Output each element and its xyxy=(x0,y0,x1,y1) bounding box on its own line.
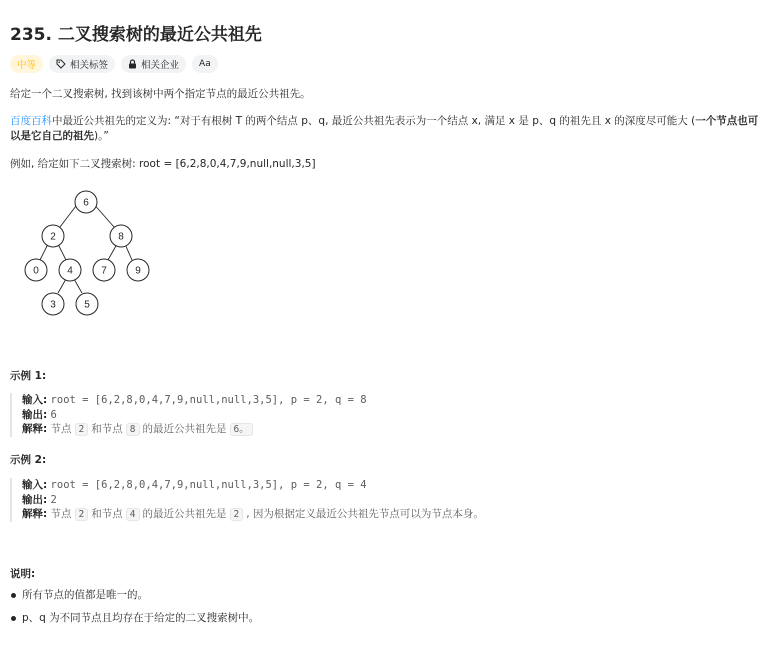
font-size-icon: Aa xyxy=(199,59,211,69)
tag-bar xyxy=(10,55,218,73)
svg-text:5: 5 xyxy=(84,299,90,311)
example-1-input: root = [6,2,8,0,4,7,9,null,null,3,5], p = 2, q = 8 xyxy=(50,394,367,406)
example-2-explain-text-4: , 因为根据定义最近公共祖先节点可以为节点本身。 xyxy=(246,508,484,520)
tree-node-9 xyxy=(127,259,149,281)
tree-edges xyxy=(40,202,132,293)
problem-title: 235. 二叉搜索树的最近公共祖先 xyxy=(10,25,262,45)
example-1-block xyxy=(10,393,750,437)
example-2-explain-text-1: 节点 xyxy=(50,508,72,520)
related-companies-label: 相关企业 xyxy=(141,60,180,71)
example-2-explain-text-3: 的最近公共祖先是 xyxy=(142,508,227,520)
tree-node-3 xyxy=(42,293,64,315)
baike-link[interactable]: 百度百科 xyxy=(10,115,52,127)
svg-text:7: 7 xyxy=(101,265,107,277)
example-2-code-p: 2 xyxy=(75,508,89,521)
example-2-block xyxy=(10,478,750,522)
example-1-explain-text-3: 的最近公共祖先是 xyxy=(142,423,227,435)
bst-diagram xyxy=(22,188,162,321)
description-intro: 给定一个二叉搜索树, 找到该树中两个指定节点的最近公共祖先。 xyxy=(10,88,311,100)
example-1-explain-label: 解释: xyxy=(22,423,48,435)
tree-node-7 xyxy=(93,259,115,281)
example-1-input-label: 输入: xyxy=(22,394,48,406)
example-intro: 例如, 给定如下二叉搜索树: root = [6,2,8,0,4,7,9,null,null,3,5] xyxy=(10,158,316,170)
definition-bold-1: 一个节点也可 xyxy=(695,115,759,127)
example-2-title: 示例 2: xyxy=(10,454,47,466)
example-2-code-q: 4 xyxy=(126,508,140,521)
definition-bold-2: 以是它自己的祖先 xyxy=(10,130,94,142)
example-1-code-q: 8 xyxy=(126,423,140,436)
svg-text:2: 2 xyxy=(50,231,56,243)
note-item: p、q 为不同节点且均存在于给定的二叉搜索树中。 xyxy=(10,611,259,625)
svg-text:3: 3 xyxy=(50,299,56,311)
tree-node-4 xyxy=(59,259,81,281)
svg-text:8: 8 xyxy=(118,231,124,243)
example-1-title: 示例 1: xyxy=(10,370,47,382)
tree-node-6 xyxy=(75,191,97,213)
example-1-explain-text-1: 节点 xyxy=(50,423,72,435)
example-2-code-ans: 2 xyxy=(230,508,244,521)
difficulty-badge[interactable]: 中等 xyxy=(10,55,43,73)
tree-node-5 xyxy=(76,293,98,315)
tree-svg xyxy=(22,188,162,318)
example-1-explain-text-2: 和节点 xyxy=(91,423,123,435)
related-tags-label: 相关标签 xyxy=(70,60,109,71)
example-2-explain-text-2: 和节点 xyxy=(91,508,123,520)
lock-icon xyxy=(128,59,137,69)
example-1-code-ans: 6。 xyxy=(230,423,253,436)
svg-text:9: 9 xyxy=(135,265,141,277)
tree-node-0 xyxy=(25,259,47,281)
example-1-output-label: 输出: xyxy=(22,408,48,421)
svg-text:4: 4 xyxy=(67,265,73,277)
related-companies-button[interactable] xyxy=(121,55,186,73)
notes-title: 说明: xyxy=(10,568,36,580)
definition-text: 中最近公共祖先的定义为: “对于有根树 T 的两个结点 p、q, 最近公共祖先表示为一个结点 x, 满足 x 是 p、q 的祖先且 x 的深度尽可能大 ( xyxy=(52,115,696,127)
font-size-button[interactable] xyxy=(192,55,218,73)
example-2-output: 2 xyxy=(50,493,57,506)
example-1-code-p: 2 xyxy=(75,423,89,436)
notes-list xyxy=(10,588,259,625)
svg-text:0: 0 xyxy=(33,265,39,277)
note-item: 所有节点的值都是唯一的。 xyxy=(10,588,259,602)
tree-node-2 xyxy=(42,225,64,247)
example-2-input-label: 输入: xyxy=(22,479,48,491)
related-tags-button[interactable] xyxy=(49,55,115,73)
tree-node-8 xyxy=(110,225,132,247)
example-2-input: root = [6,2,8,0,4,7,9,null,null,3,5], p = 2, q = 4 xyxy=(50,479,367,491)
description-definition xyxy=(10,114,758,144)
definition-end: )。” xyxy=(94,130,109,142)
example-2-explain-label: 解释: xyxy=(22,508,48,520)
example-1-output: 6 xyxy=(50,408,57,421)
example-2-output-label: 输出: xyxy=(22,493,48,506)
svg-text:6: 6 xyxy=(83,197,89,209)
tag-icon xyxy=(56,59,66,69)
